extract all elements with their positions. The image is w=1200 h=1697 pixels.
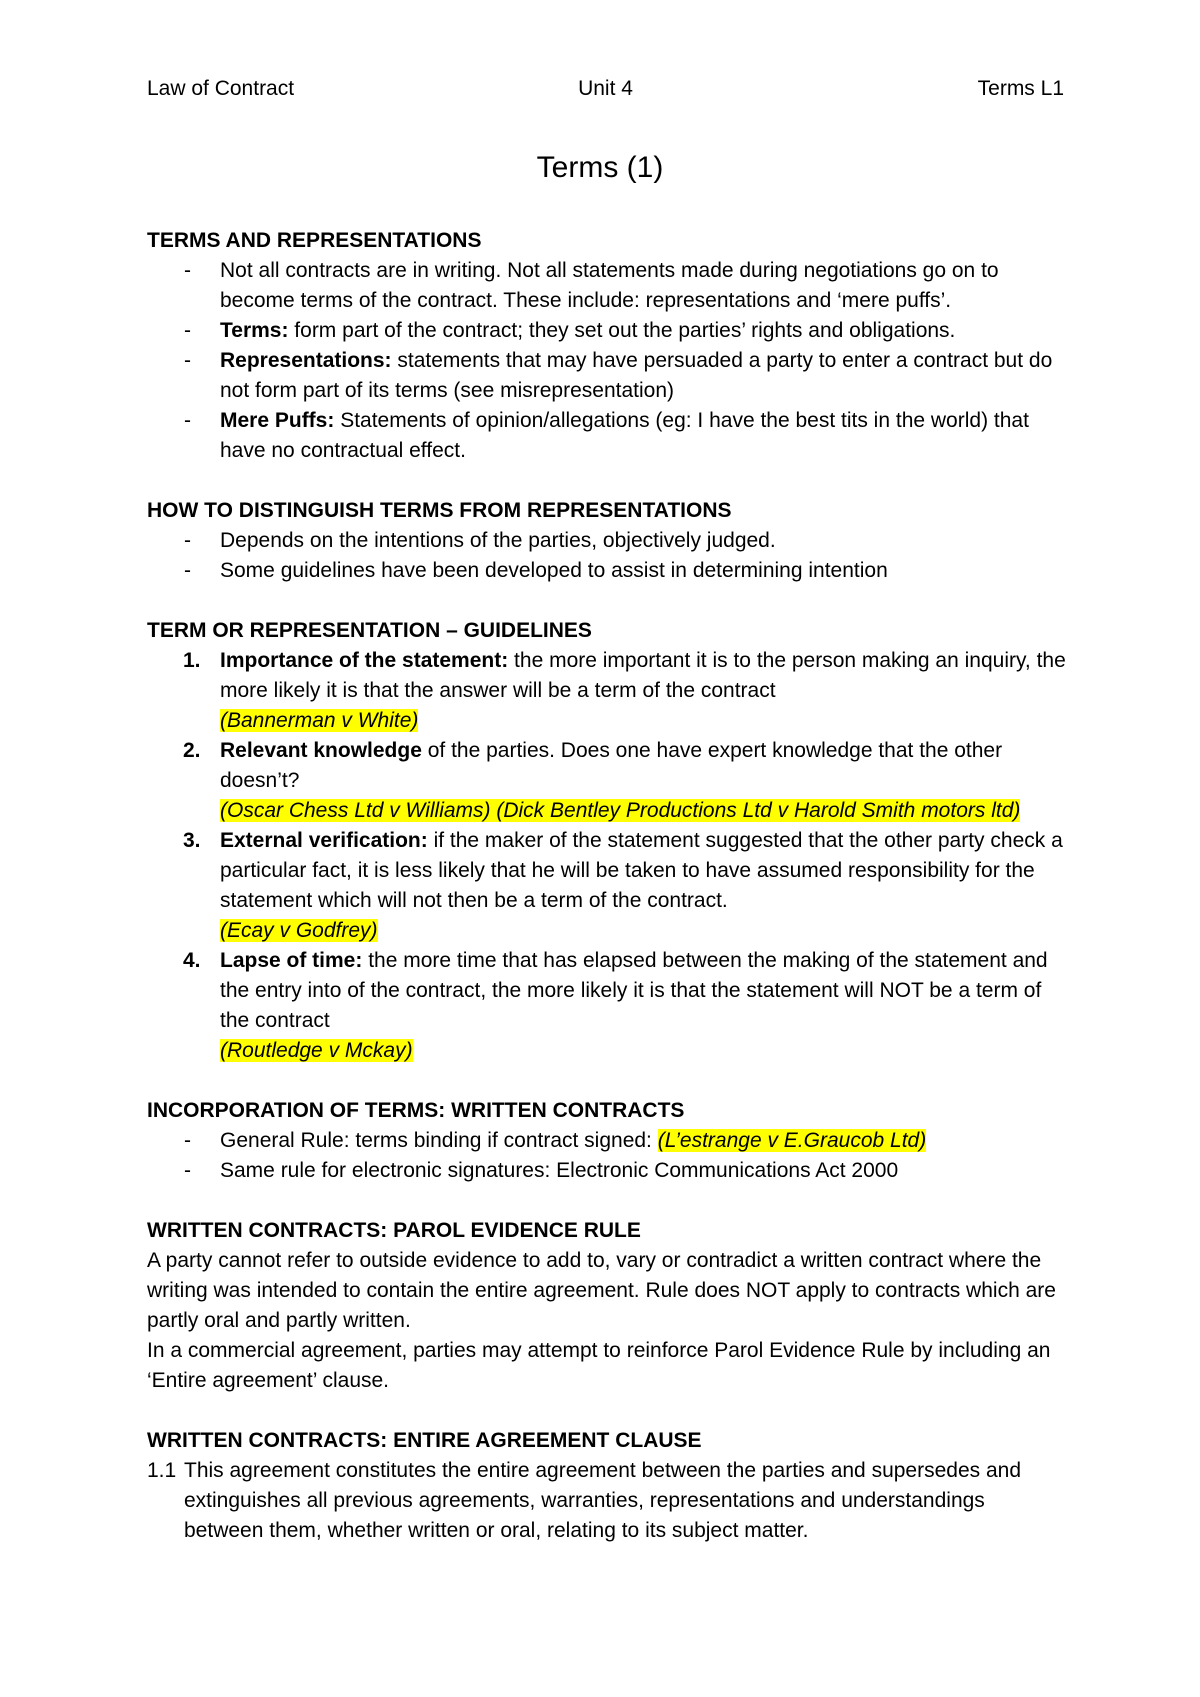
list-item: - Not all contracts are in writing. Not all statements made during negotiations go on to become terms of the contract. These include: representations and ‘mere puffs’. (147, 256, 1067, 316)
section-heading: WRITTEN CONTRACTS: PAROL EVIDENCE RULE (147, 1219, 641, 1242)
section-heading: TERM OR REPRESENTATION – GUIDELINES (147, 619, 592, 642)
item-number: 4. (183, 949, 201, 972)
list-item: - Depends on the intentions of the parties, objectively judged. (147, 526, 1067, 556)
list-item: - Same rule for electronic signatures: Electronic Communications Act 2000 (147, 1156, 1067, 1186)
bullet-list (147, 526, 1067, 586)
list-item: - Some guidelines have been developed to assist in determining intention (147, 556, 1067, 586)
paragraph: In a commercial agreement, parties may attempt to reinforce Parol Evidence Rule by including an ‘Entire agreement’ clause. (147, 1339, 1051, 1392)
section-heading: TERMS AND REPRESENTATIONS (147, 229, 482, 252)
case-citation: (L’estrange v E.Graucob Ltd) (657, 1129, 927, 1152)
list-item: 1. Importance of the statement: the more important it is to the person making an inquiry, the more likely it is that the answer will be a term of the contract (Bannerman v White) (147, 646, 1067, 736)
case-citation: (Bannerman v White) (220, 709, 419, 732)
term-label: Mere Puffs: (220, 409, 335, 432)
clause-text: This agreement constitutes the entire agreement between the parties and supersedes and extinguishes all previous agreements, warranties, representations and understandings between them, whether written or oral, relating to its subject matter. (184, 1459, 1022, 1542)
list-item: - Mere Puffs: Statements of opinion/allegations (eg: I have the best tits in the world) that have no contractual effect. (147, 406, 1067, 466)
section-terms-representations (147, 226, 1067, 466)
guideline-label: Lapse of time: (220, 949, 363, 972)
case-citation: (Routledge v Mckay) (220, 1039, 413, 1062)
paragraph: A party cannot refer to outside evidence to add to, vary or contradict a written contract where the writing was intended to contain the entire agreement. Rule does NOT apply to contracts which are partly oral and partly written. (147, 1249, 1056, 1332)
numbered-list (147, 646, 1067, 1066)
document-body (147, 226, 1067, 1576)
section-distinguish (147, 496, 1067, 586)
guideline-label: Relevant knowledge (220, 739, 422, 762)
page-header (147, 74, 1064, 104)
header-center: Unit 4 (578, 77, 633, 100)
list-item: 2. Relevant knowledge of the parties. Does one have expert knowledge that the other doesn’t? (Oscar Chess Ltd v Williams) (Dick Bentley Productions Ltd v Harold Smith motors ltd) (147, 736, 1067, 826)
section-heading: HOW TO DISTINGUISH TERMS FROM REPRESENTATIONS (147, 499, 732, 522)
list-item: - Terms: form part of the contract; they set out the parties’ rights and obligations. (147, 316, 1067, 346)
bullet-list (147, 1126, 1067, 1186)
list-item: 3. External verification: if the maker of the statement suggested that the other party check a particular fact, it is less likely that he will be taken to have assumed responsibility for the statement which will not then be a term of the contract. (Ecay v Godfrey) (147, 826, 1067, 946)
section-entire-agreement (147, 1426, 1067, 1546)
clause (147, 1456, 1067, 1546)
guideline-label: External verification: (220, 829, 428, 852)
page-title: Terms (1) (536, 151, 664, 184)
section-heading: WRITTEN CONTRACTS: ENTIRE AGREEMENT CLAUSE (147, 1429, 702, 1452)
header-left: Law of Contract (147, 77, 295, 100)
list-item: - General Rule: terms binding if contract signed: (L’estrange v E.Graucob Ltd) (147, 1126, 1067, 1156)
list-item: - Representations: statements that may have persuaded a party to enter a contract but do not form part of its terms (see misrepresentation) (147, 346, 1067, 406)
case-citation: (Oscar Chess Ltd v Williams) (Dick Bentley Productions Ltd v Harold Smith motors ltd) (220, 799, 1021, 822)
header-right: Terms L1 (977, 77, 1064, 100)
section-guidelines (147, 616, 1067, 1066)
guideline-label: Importance of the statement: (220, 649, 509, 672)
section-parol-evidence (147, 1216, 1067, 1396)
term-label: Representations: (220, 349, 392, 372)
term-label: Terms: (220, 319, 289, 342)
case-citation: (Ecay v Godfrey) (220, 919, 378, 942)
item-number: 2. (183, 739, 201, 762)
section-heading: INCORPORATION OF TERMS: WRITTEN CONTRACTS (147, 1099, 685, 1122)
list-item: 4. Lapse of time: the more time that has elapsed between the making of the statement and the entry into of the contract, the more likely it is that the statement will NOT be a term of the contract (Routledge v Mckay) (147, 946, 1067, 1066)
item-number: 1. (183, 649, 201, 672)
bullet-list (147, 256, 1067, 466)
section-incorporation (147, 1096, 1067, 1186)
item-number: 3. (183, 829, 201, 852)
clause-number: 1.1 (147, 1459, 177, 1482)
